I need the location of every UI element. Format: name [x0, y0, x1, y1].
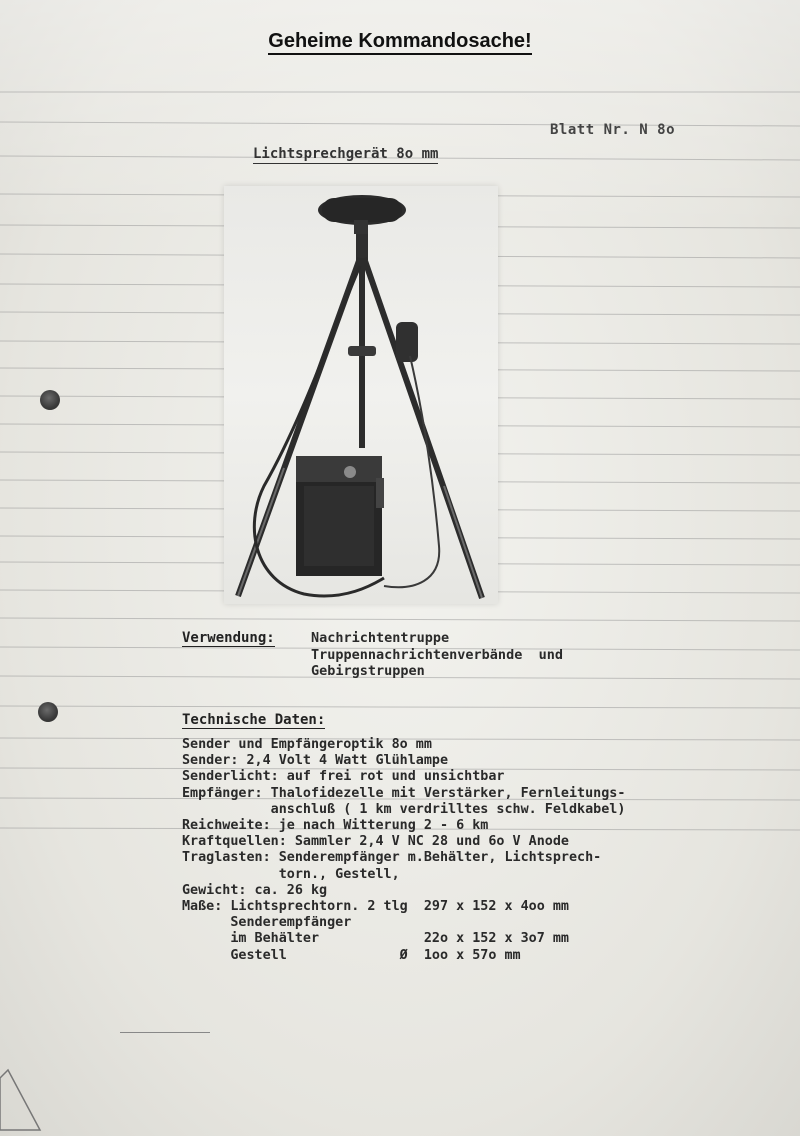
technical-line: anschluß ( 1 km verdrilltes schw. Feldkabel): [182, 801, 626, 817]
technical-line: Reichweite: je nach Witterung 2 - 6 km: [182, 818, 489, 834]
device-name: Lichtsprechgerät 8o mm: [253, 146, 439, 162]
technical-line: Sender: 2,4 Volt 4 Watt Glühlampe: [182, 753, 449, 769]
usage-values: [311, 630, 563, 680]
technical-line: Maße: Lichtsprechtorn. 2 tlg 297 x 152 x 4oo mm: [182, 899, 569, 915]
usage-line: Nachrichtentruppe: [311, 630, 450, 646]
technical-line: Senderempfänger: [182, 915, 352, 931]
technical-line: Traglasten: Senderempfänger m.Behälter, Lichtsprech-: [182, 850, 602, 866]
corner-fold-mark: [0, 1068, 50, 1136]
usage-line: Gebirgstruppen: [311, 663, 425, 679]
device-photo: [224, 186, 498, 604]
technical-label: Technische Daten:: [182, 712, 326, 728]
page-title: [0, 30, 800, 53]
technical-line: Sender und Empfängeroptik 8o mm: [182, 737, 432, 752]
usage-line: Truppennachrichtenverbände und: [311, 646, 563, 663]
punch-hole-top: [40, 390, 60, 410]
technical-line: Kraftquellen: Sammler 2,4 V NC 28 und 6o V Anode: [182, 834, 569, 850]
title-text: Geheime Kommandosache!: [268, 30, 531, 55]
technical-line: Empfänger: Thalofidezelle mit Verstärker, Fernleitungs-: [182, 785, 626, 801]
sheet-number: Blatt Nr. N 8o: [550, 122, 676, 138]
bottom-rule: [120, 1032, 210, 1033]
usage-label: Verwendung:: [182, 630, 275, 646]
technical-data: [182, 737, 625, 964]
technical-line: im Behälter 22o x 152 x 3o7 mm: [182, 931, 569, 947]
technical-line: Senderlicht: auf frei rot und unsichtbar: [182, 769, 505, 785]
technical-line: Gewicht: ca. 26 kg: [182, 882, 328, 898]
technical-line: Gestell Ø 1oo x 57o mm: [182, 947, 521, 963]
technical-line: torn., Gestell,: [182, 866, 400, 882]
punch-hole-bottom: [38, 702, 58, 722]
